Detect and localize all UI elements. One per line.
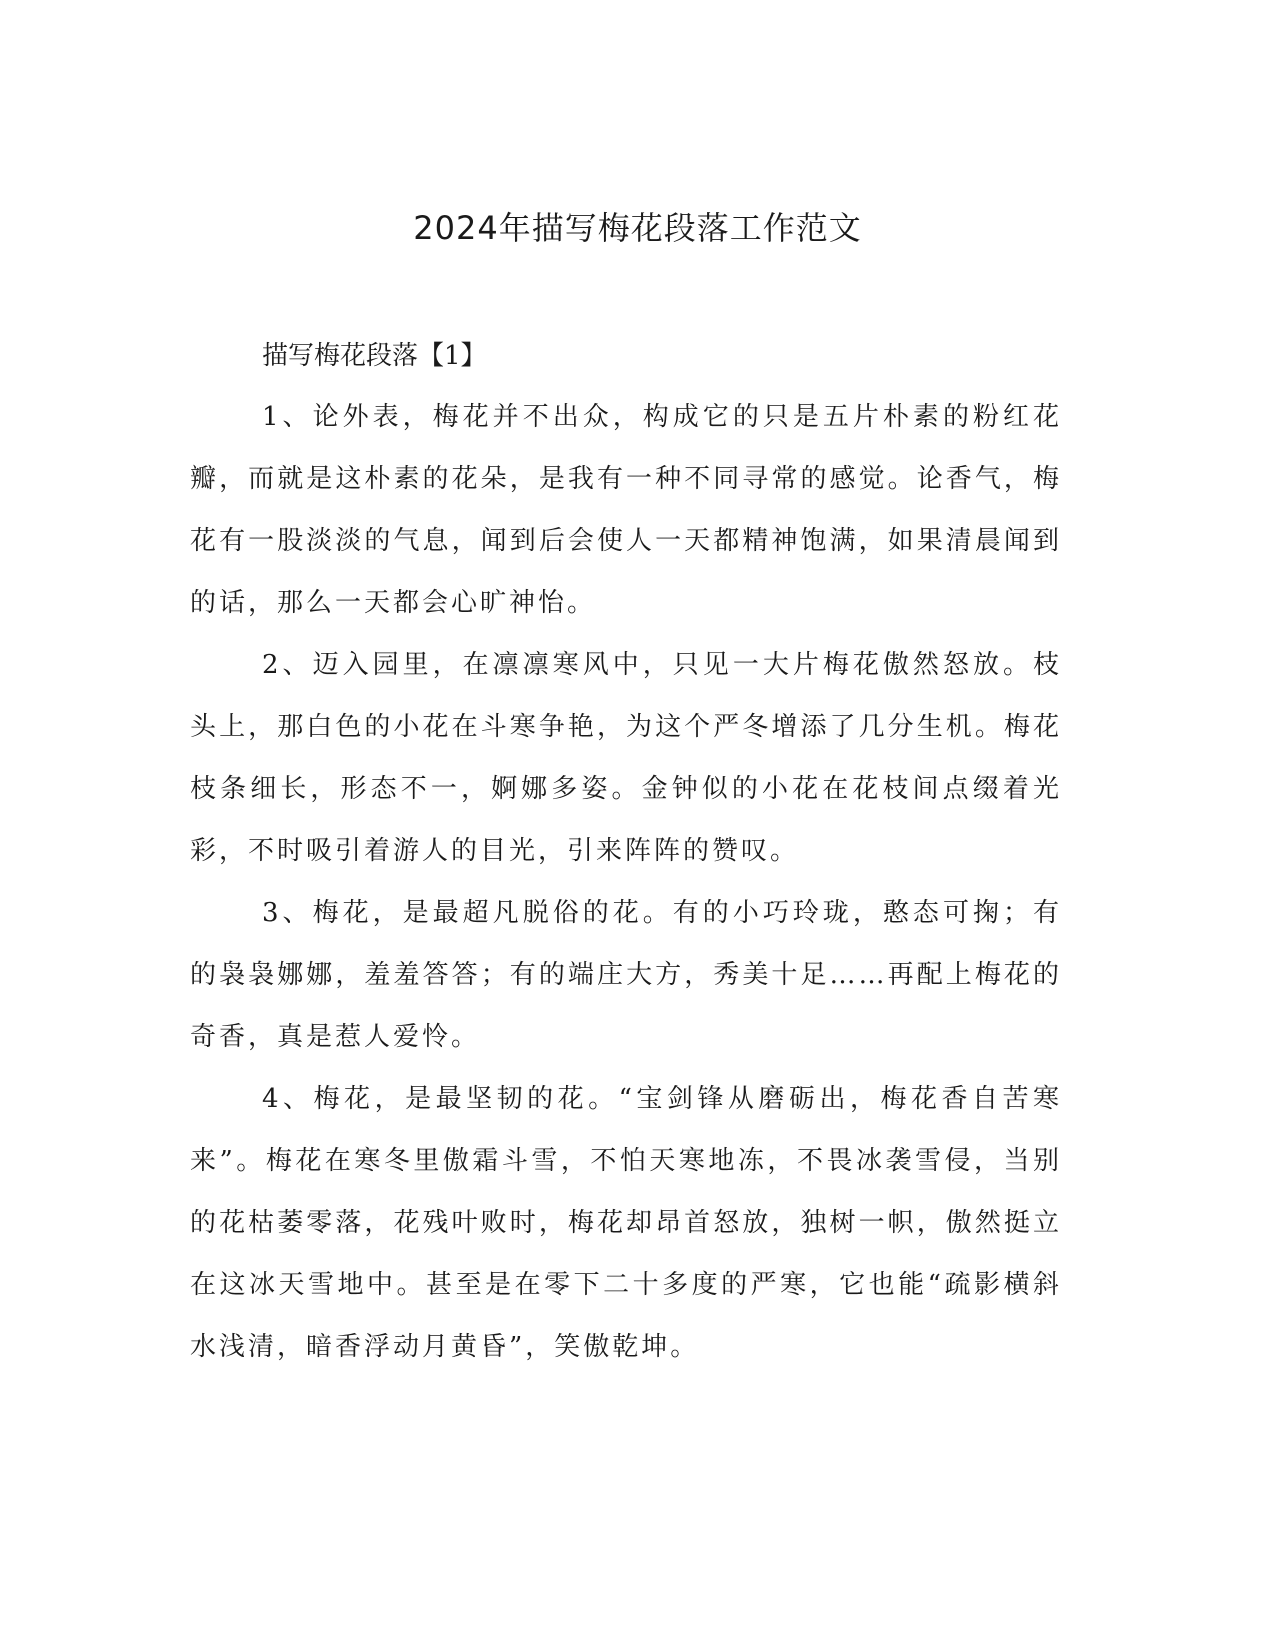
document-body: [190, 326, 1062, 1378]
paragraph-2: 2、迈入园里，在凛凛寒风中，只见一大片梅花傲然怒放。枝头上，那白色的小花在斗寒争艳，为这个严冬增添了几分生机。梅花枝条细长，形态不一，婀娜多姿。金钟似的小花在花枝间点缀着光彩，不时吸引着游人的目光，引来阵阵的赞叹。: [190, 650, 1062, 866]
paragraph-3: 3、梅花，是最超凡脱俗的花。有的小巧玲珑，憨态可掬；有的袅袅娜娜，羞羞答答；有的端庄大方，秀美十足……再配上梅花的奇香，真是惹人爱怜。: [190, 898, 1062, 1052]
document-title: 2024年描写梅花段落工作范文: [413, 209, 862, 247]
paragraph-4: 4、梅花，是最坚韧的花。“宝剑锋从磨砺出，梅花香自苦寒来”。梅花在寒冬里傲霜斗雪，不怕天寒地冻，不畏冰袭雪侵，当别的花枯萎零落，花残叶败时，梅花却昂首怒放，独树一帜，傲然挺立在这冰天雪地中。甚至是在零下二十多度的严寒，它也能“疏影横斜水浅清，暗香浮动月黄昏”，笑傲乾坤。: [190, 1084, 1062, 1362]
paragraph-1: 1、论外表，梅花并不出众，构成它的只是五片朴素的粉红花瓣，而就是这朴素的花朵，是我有一种不同寻常的感觉。论香气，梅花有一股淡淡的气息，闻到后会使人一天都精神饱满，如果清晨闻到的话，那么一天都会心旷神怡。: [190, 402, 1062, 618]
section-heading: 描写梅花段落【1】: [262, 341, 487, 371]
